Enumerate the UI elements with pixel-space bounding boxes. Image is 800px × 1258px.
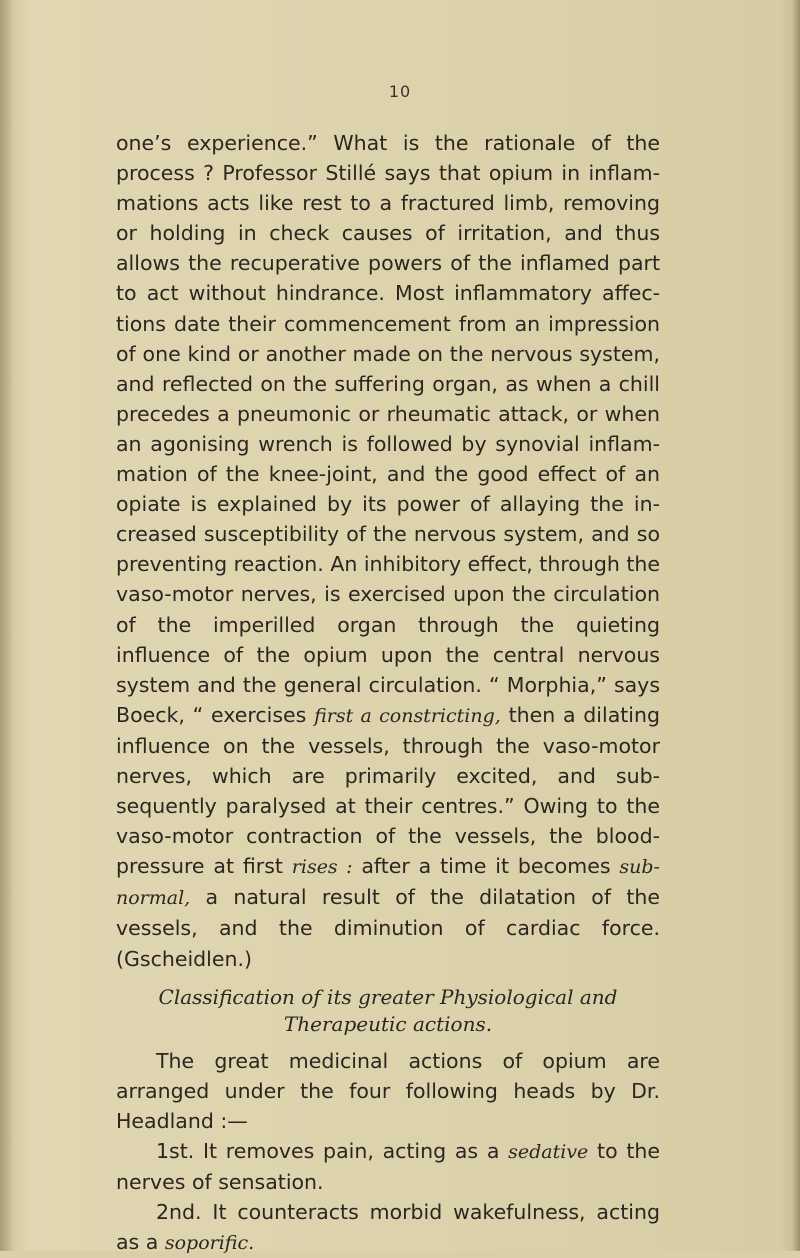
paragraph-1-italic-2: rises : <box>291 856 353 879</box>
paragraph-1 <box>116 128 660 974</box>
list-item-1 <box>116 1136 660 1197</box>
paragraph-1-text-3: after a time it becomes <box>352 854 620 879</box>
list-item-2-italic: soporific. <box>164 1232 255 1255</box>
list-item-2 <box>116 1197 660 1258</box>
paragraph-1-text-1: one’s experience.” What is the rationale of the process ? Professor Stillé says that opium in inflammations acts like rest to a fractured limb, removing or holding in check causes of irritation, and thus allows the recuperative powers of the inflamed part to act without hindrance. Most inflammatory affections date their commencement from an impression of one kind or another made on the nervous system, and reflected on the suffering organ, as when a chill precedes a pneumonic or rheumatic attack, or when an agonising wrench is followed by synovial inflammation of the knee-joint, and the good effect of an opiate is explained by its power of allaying the increased susceptibility of the nervous system, and so preventing reaction. An inhibitory effect, through the vaso-motor nerves, is exercised upon the circulation of the imperilled organ through the quieting influence of the opium upon the central nervous system and the general circulation. “ Morphia,” says Boeck, “ exercises <box>116 131 660 727</box>
paragraph-2: The great medicinal actions of opium are arranged under the four following heads by Dr. Headland :— <box>116 1048 660 1133</box>
paragraph-1-text-2: then a dilating influence on the vessels, through the vaso-motor nerves, which are primarily excited, and subsequently paralysed at their centres.” Owing to the vaso-motor contraction of the vessels, the blood-pressure at first <box>116 702 660 879</box>
page-number: 10 <box>388 82 412 101</box>
paragraph-1-italic-1: first a constricting, <box>314 704 501 727</box>
section-heading-line-1: Classification of its greater Physiological and <box>158 984 618 1009</box>
paragraph-1-text-4: a natural result of the dilatation of the vessels, and the diminution of cardiac force. (Gscheidlen.) <box>116 885 660 971</box>
list-item-1-text-1: 1st. It removes pain, acting as a <box>156 1138 509 1163</box>
page-edge <box>792 0 800 1251</box>
list-item-1-italic: sedative <box>508 1140 589 1163</box>
section-heading-line-2: Therapeutic actions. <box>283 1011 493 1036</box>
body-text <box>116 128 660 1258</box>
paragraph-1-italic-3: sub-normal, <box>116 856 660 910</box>
section-heading <box>116 984 660 1038</box>
list-item-1-text-2: to the nerves of sensation. <box>116 1138 660 1194</box>
spine-shadow <box>0 0 14 1251</box>
list-item-2-text-1: 2nd. It counteracts morbid wakefulness, acting as a <box>116 1200 660 1255</box>
